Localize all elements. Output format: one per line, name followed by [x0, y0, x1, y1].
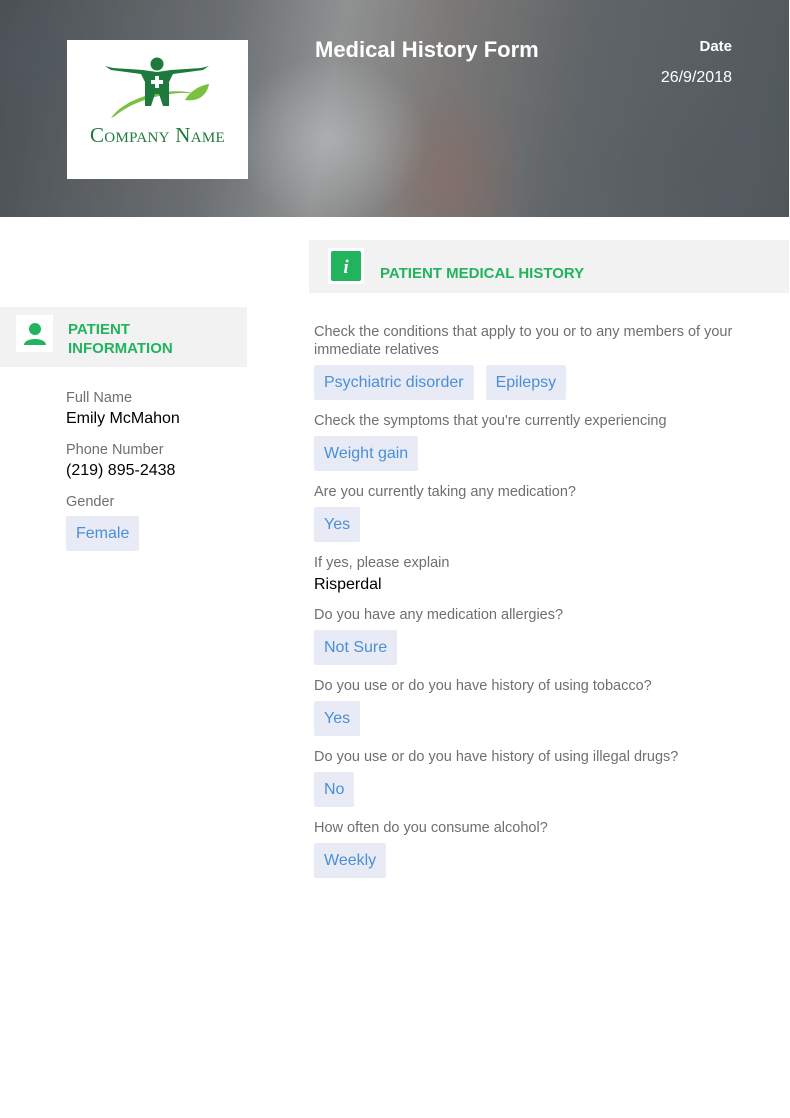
person-icon	[22, 321, 48, 347]
symptom-tag[interactable]: Weight gain	[314, 436, 418, 471]
info-icon-box	[328, 248, 364, 284]
patient-info-fields	[66, 390, 246, 551]
drugs-answer-tag[interactable]: No	[314, 772, 354, 807]
info-icon	[331, 251, 361, 281]
full-name-value: Emily McMahon	[66, 410, 180, 427]
tobacco-question: Do you use or do you have history of using tobacco?	[314, 678, 652, 694]
gender-tag[interactable]: Female	[66, 516, 139, 551]
medical-history-title: PATIENT MEDICAL HISTORY	[380, 265, 585, 282]
company-name: Company Name	[90, 123, 225, 147]
symptoms-question: Check the symptoms that you're currently experiencing	[314, 413, 667, 429]
full-name-label: Full Name	[66, 390, 133, 406]
patient-info-header	[0, 307, 247, 367]
company-logo	[67, 40, 248, 179]
gender-label: Gender	[66, 494, 115, 510]
person-icon-box	[16, 315, 53, 352]
allergies-question: Do you have any medication allergies?	[314, 607, 564, 623]
medication-answer-tag[interactable]: Yes	[314, 507, 360, 542]
drugs-question: Do you use or do you have history of using illegal drugs?	[314, 749, 679, 765]
conditions-question: Check the conditions that apply to you or to any members of your immediate relatives	[314, 324, 733, 358]
date-value: 26/9/2018	[660, 69, 732, 86]
tobacco-answer-tag[interactable]: Yes	[314, 701, 360, 736]
phone-label: Phone Number	[66, 442, 164, 458]
patient-info-title: PATIENT INFORMATION	[68, 321, 173, 357]
medical-history-header	[309, 240, 789, 293]
logo-figure-icon	[101, 56, 213, 126]
date-label: Date	[699, 38, 732, 55]
condition-tag[interactable]: Psychiatric disorder	[314, 365, 474, 400]
allergies-answer-tag[interactable]: Not Sure	[314, 630, 397, 665]
alcohol-answer-tag[interactable]: Weekly	[314, 843, 386, 878]
medication-question: Are you currently taking any medication?	[314, 484, 576, 500]
condition-tag[interactable]: Epilepsy	[486, 365, 566, 400]
explain-label: If yes, please explain	[314, 555, 450, 571]
svg-text:i: i	[343, 257, 349, 278]
alcohol-question: How often do you consume alcohol?	[314, 820, 548, 836]
explain-value: Risperdal	[314, 576, 382, 593]
form-title: Medical History Form	[315, 37, 539, 62]
phone-value: (219) 895-2438	[66, 462, 176, 479]
header-banner	[0, 0, 789, 217]
medical-history-fields	[314, 323, 754, 890]
